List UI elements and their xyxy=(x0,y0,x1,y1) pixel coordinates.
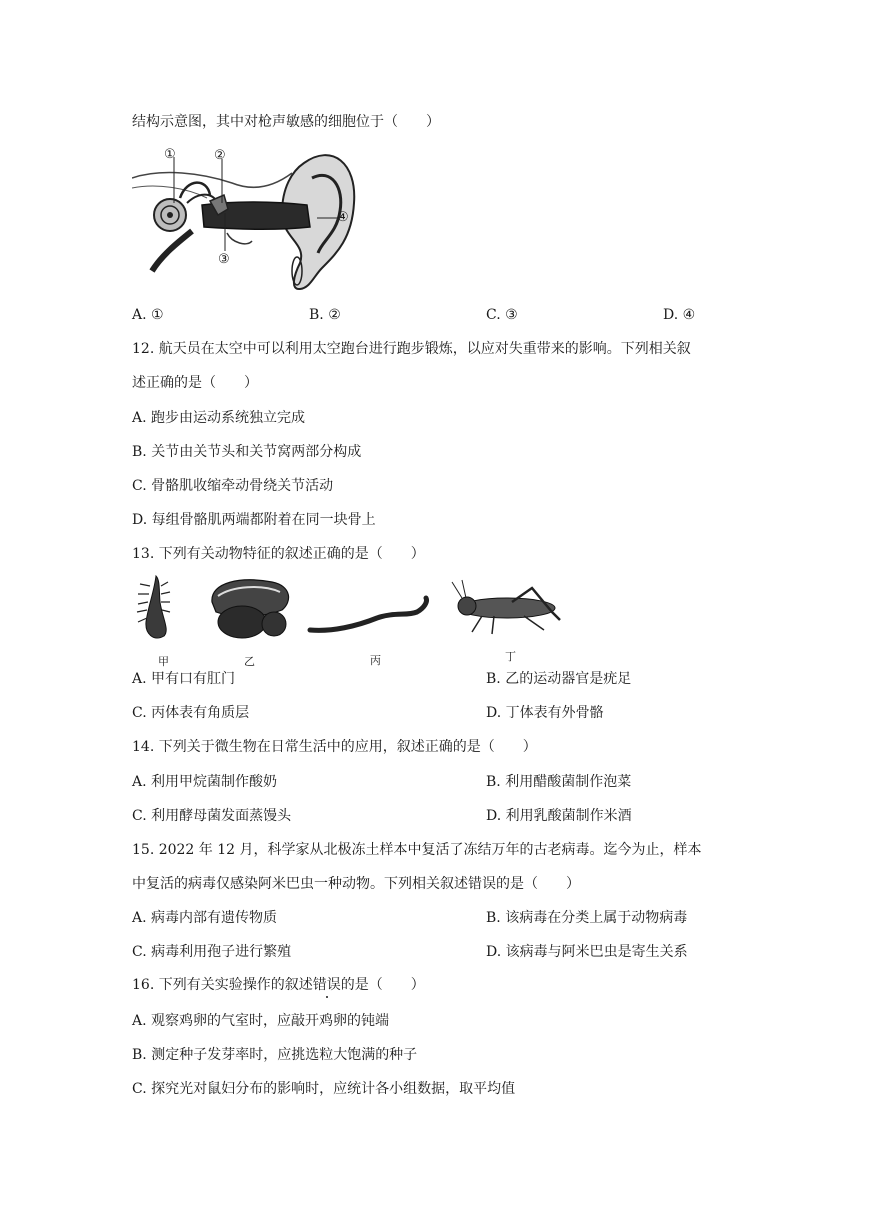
q12-option-d[interactable]: D. 每组骨骼肌两端都附着在同一块骨上 xyxy=(132,512,376,528)
q14-option-d[interactable]: D. 利用乳酸菌制作米酒 xyxy=(486,808,632,824)
q12-option-a[interactable]: A. 跑步由运动系统独立完成 xyxy=(132,410,306,426)
q15-option-a[interactable]: A. 病毒内部有遗传物质 xyxy=(132,910,278,926)
q11-option-d[interactable]: D. ④ xyxy=(663,307,696,323)
q13-option-c[interactable]: C. 丙体表有角质层 xyxy=(132,705,250,721)
q11-option-a[interactable]: A. ① xyxy=(132,307,164,323)
q12-option-c[interactable]: C. 骨骼肌收缩牵动骨绕关节活动 xyxy=(132,478,334,494)
q16-option-c[interactable]: C. 探究光对鼠妇分布的影响时，应统计各小组数据，取平均值 xyxy=(132,1081,516,1097)
q16-option-b[interactable]: B. 测定种子发芽率时，应挑选粒大饱满的种子 xyxy=(132,1047,418,1063)
q13-option-a[interactable]: A. 甲有口有肛门 xyxy=(132,671,236,687)
ear-label-3: ③ xyxy=(218,252,230,267)
q15-stem-line1: 15. 2022 年 12 月，科学家从北极冻土样本中复活了冻结万年的古老病毒。迄今为止，样本 xyxy=(132,842,702,858)
q16-stem-after: 的是（ ） xyxy=(340,977,425,993)
ear-structure-figure xyxy=(132,143,392,295)
clamworm-image xyxy=(137,576,170,638)
q14-option-b[interactable]: B. 利用醋酸菌制作泡菜 xyxy=(486,774,632,790)
animals-figure xyxy=(132,572,572,652)
caption-yi: 乙 xyxy=(244,655,255,668)
q13-option-d[interactable]: D. 丁体表有外骨骼 xyxy=(486,705,604,721)
ear-label-2: ② xyxy=(214,148,226,163)
caption-bing: 丙 xyxy=(370,654,381,667)
q14-option-c[interactable]: C. 利用酵母菌发面蒸馒头 xyxy=(132,808,292,824)
q11-option-c[interactable]: C. ③ xyxy=(486,307,518,323)
q11-option-b[interactable]: B. ② xyxy=(309,307,341,323)
ear-label-1: ① xyxy=(164,147,176,162)
q15-stem-line2: 中复活的病毒仅感染阿米巴虫一种动物。下列相关叙述错误的是（ ） xyxy=(132,876,580,892)
caption-jia: 甲 xyxy=(158,655,169,668)
q12-stem-line1: 12. 航天员在太空中可以利用太空跑台进行跑步锻炼，以应对失重带来的影响。下列相关叙 xyxy=(132,341,691,357)
q14-option-a[interactable]: A. 利用甲烷菌制作酸奶 xyxy=(132,774,278,790)
q16-stem-before: 16. 下列有关实验操作的叙述 xyxy=(132,977,313,993)
q16-stem xyxy=(132,975,425,995)
q12-stem-line2: 述正确的是（ ） xyxy=(132,375,258,391)
q12-option-b[interactable]: B. 关节由关节头和关节窝两部分构成 xyxy=(132,444,362,460)
q11-stem: 结构示意图，其中对枪声敏感的细胞位于（ ） xyxy=(132,114,440,130)
q14-stem: 14. 下列关于微生物在日常生活中的应用，叙述正确的是（ ） xyxy=(132,739,537,755)
grasshopper-image xyxy=(452,580,560,634)
ear-label-4: ④ xyxy=(337,210,349,225)
q16-option-a[interactable]: A. 观察鸡卵的气室时，应敲开鸡卵的钝端 xyxy=(132,1013,390,1029)
caption-ding: 丁 xyxy=(505,650,516,663)
q13-stem: 13. 下列有关动物特征的叙述正确的是（ ） xyxy=(132,546,425,562)
q15-option-c[interactable]: C. 病毒利用孢子进行繁殖 xyxy=(132,944,292,960)
q15-option-d[interactable]: D. 该病毒与阿米巴虫是寄生关系 xyxy=(486,944,688,960)
q13-option-b[interactable]: B. 乙的运动器官是疣足 xyxy=(486,671,632,687)
q16-stem-emphasis: 错误 xyxy=(312,977,341,993)
earthworm-image xyxy=(310,598,427,630)
clam-image xyxy=(212,580,289,638)
q15-option-b[interactable]: B. 该病毒在分类上属于动物病毒 xyxy=(486,910,688,926)
